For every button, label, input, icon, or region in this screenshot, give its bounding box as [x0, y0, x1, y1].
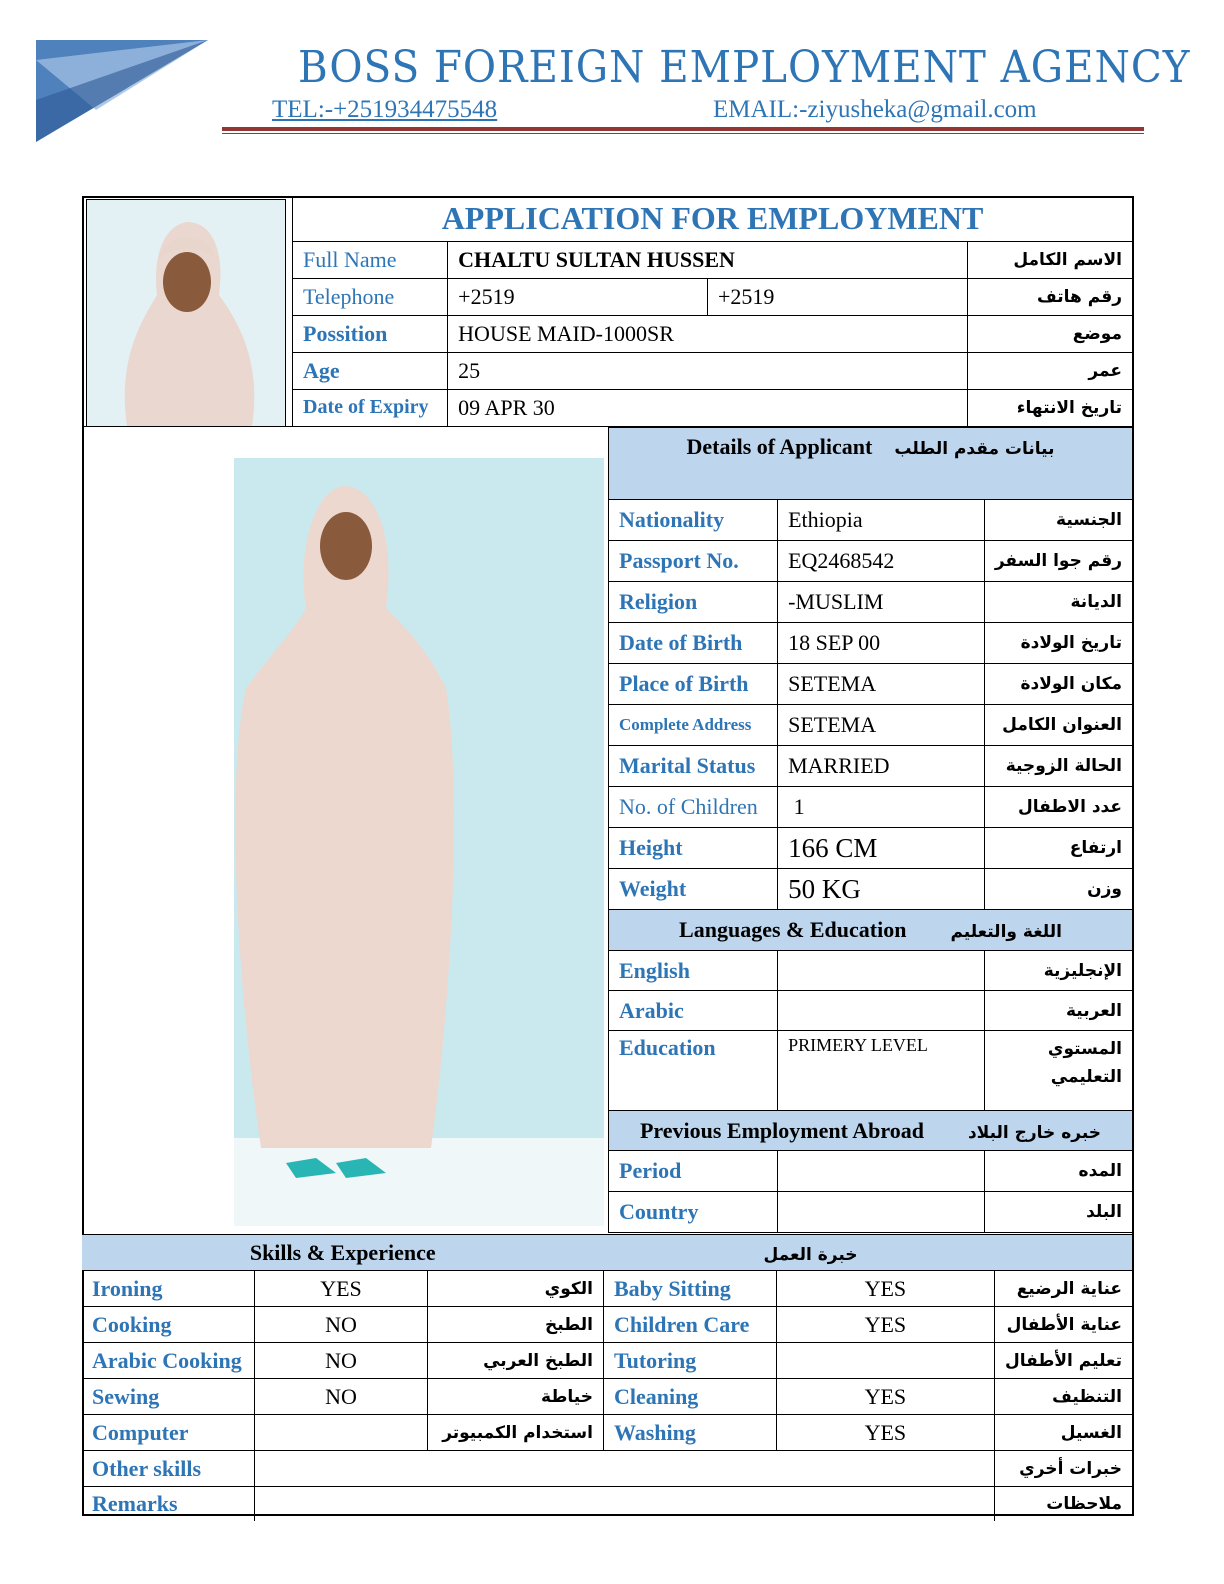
label-children: No. of Children — [609, 787, 778, 828]
value-weight: 50 KG — [778, 869, 985, 910]
header-rule — [222, 127, 1144, 131]
languages-header — [609, 910, 1133, 951]
details-header-en: Details of Applicant — [686, 434, 873, 459]
label-arabic: Arabic — [609, 991, 778, 1031]
arabic-passport: رقم جوا السفر — [984, 541, 1132, 582]
arabic-religion: الديانة — [984, 582, 1132, 623]
label-children-care: Children Care — [603, 1307, 776, 1343]
label-other-skills: Other skills — [82, 1451, 254, 1487]
previous-header-en: Previous Employment Abroad — [639, 1117, 924, 1143]
arabic-other-skills: خبرات أخري — [995, 1451, 1132, 1487]
arabic-english: الإنجليزية — [984, 951, 1132, 991]
label-passport: Passport No. — [609, 541, 778, 582]
label-position: Possition — [293, 315, 448, 352]
header-rule-thin — [222, 133, 1144, 134]
skills-header-ar: خبرة العمل — [763, 1244, 858, 1265]
label-religion: Religion — [609, 582, 778, 623]
arabic-date-of-expiry: تاريخ الانتهاء — [967, 389, 1132, 426]
arabic-sewing: خياطة — [428, 1379, 604, 1415]
label-country: Country — [609, 1192, 778, 1233]
value-passport: EQ2468542 — [778, 541, 985, 582]
arabic-full-name: الاسم الكامل — [967, 241, 1132, 278]
value-height: 166 CM — [778, 828, 985, 869]
arabic-computer: استخدام الكمبيوتر — [428, 1415, 604, 1451]
value-arabic — [778, 991, 985, 1031]
label-weight: Weight — [609, 869, 778, 910]
languages-header-en: Languages & Education — [679, 917, 907, 942]
arabic-age: عمر — [967, 352, 1132, 389]
arabic-weight: وزن — [984, 869, 1132, 910]
arabic-nationality: الجنسية — [984, 500, 1132, 541]
label-cleaning: Cleaning — [603, 1379, 776, 1415]
arabic-baby-sitting: عناية الرضيع — [995, 1271, 1132, 1307]
arabic-marital-status: الحالة الزوجية — [984, 746, 1132, 787]
arabic-position: موضع — [967, 315, 1132, 352]
details-header — [609, 428, 1133, 500]
value-telephone-1: +2519 — [448, 278, 708, 315]
label-ironing: Ironing — [82, 1271, 254, 1307]
arabic-remarks: ملاحظات — [995, 1487, 1132, 1521]
value-ironing: YES — [254, 1271, 427, 1307]
value-date-of-birth: 18 SEP 00 — [778, 623, 985, 664]
divider — [82, 426, 609, 427]
value-full-name: CHALTU SULTAN HUSSEN — [448, 241, 968, 278]
label-marital-status: Marital Status — [609, 746, 778, 787]
value-period — [778, 1151, 985, 1192]
agency-name: BOSS FOREIGN EMPLOYMENT AGENCY — [298, 42, 1191, 93]
label-age: Age — [293, 352, 448, 389]
arabic-children-care: عناية الأطفال — [995, 1307, 1132, 1343]
applicant-full-body-photo — [86, 458, 604, 1226]
skills-header-ar-cell — [603, 1235, 1132, 1271]
label-education: Education — [609, 1031, 778, 1111]
label-height: Height — [609, 828, 778, 869]
arabic-complete-address: العنوان الكامل — [984, 705, 1132, 746]
value-nationality: Ethiopia — [778, 500, 985, 541]
label-telephone: Telephone — [293, 278, 448, 315]
value-position: HOUSE MAID-1000SR — [448, 315, 968, 352]
arabic-cleaning: التنظيف — [995, 1379, 1132, 1415]
value-place-of-birth: SETEMA — [778, 664, 985, 705]
value-arabic-cooking: NO — [254, 1343, 427, 1379]
label-english: English — [609, 951, 778, 991]
skills-header-en: Skills & Experience — [82, 1235, 603, 1271]
value-children: 1 — [778, 787, 985, 828]
value-baby-sitting: YES — [776, 1271, 994, 1307]
value-country — [778, 1192, 985, 1233]
value-washing: YES — [776, 1415, 994, 1451]
value-cooking: NO — [254, 1307, 427, 1343]
arabic-place-of-birth: مكان الولادة — [984, 664, 1132, 705]
arabic-tutoring: تعليم الأطفال — [995, 1343, 1132, 1379]
value-remarks — [254, 1487, 994, 1521]
value-complete-address: SETEMA — [778, 705, 985, 746]
arabic-height: ارتفاع — [984, 828, 1132, 869]
label-baby-sitting: Baby Sitting — [603, 1271, 776, 1307]
form-title: APPLICATION FOR EMPLOYMENT — [293, 197, 1133, 241]
arabic-education: المستوي التعليمي — [984, 1031, 1132, 1111]
label-sewing: Sewing — [82, 1379, 254, 1415]
value-tutoring — [776, 1343, 994, 1379]
arabic-ironing: الكوي — [428, 1271, 604, 1307]
value-religion: -MUSLIM — [778, 582, 985, 623]
arabic-country: البلد — [984, 1192, 1132, 1233]
label-complete-address: Complete Address — [609, 705, 778, 746]
arabic-washing: الغسيل — [995, 1415, 1132, 1451]
agency-telephone[interactable]: TEL:-+251934475548 — [272, 96, 498, 123]
value-age: 25 — [448, 352, 968, 389]
top-info-table — [292, 197, 1132, 427]
value-sewing: NO — [254, 1379, 427, 1415]
languages-header-ar: اللغة والتعليم — [950, 922, 1062, 942]
label-arabic-cooking: Arabic Cooking — [82, 1343, 254, 1379]
label-computer: Computer — [82, 1415, 254, 1451]
label-tutoring: Tutoring — [603, 1343, 776, 1379]
previous-header-ar: خبره خارج البلاد — [967, 1122, 1102, 1143]
details-table — [608, 427, 1132, 1233]
applicant-portrait-photo — [86, 199, 286, 427]
agency-email[interactable]: EMAIL:-ziyusheka@gmail.com — [713, 96, 1037, 123]
arabic-cooking: الطبخ — [428, 1307, 604, 1343]
value-other-skills — [254, 1451, 994, 1487]
label-period: Period — [609, 1151, 778, 1192]
arabic-period: المده — [984, 1151, 1132, 1192]
value-english — [778, 951, 985, 991]
previous-employment-header — [609, 1111, 1133, 1151]
label-cooking: Cooking — [82, 1307, 254, 1343]
value-education: PRIMERY LEVEL — [778, 1031, 985, 1111]
details-header-ar: بيانات مقدم الطلب — [894, 439, 1055, 459]
label-date-of-expiry: Date of Expiry — [293, 389, 448, 426]
arabic-children: عدد الاطفال — [984, 787, 1132, 828]
value-marital-status: MARRIED — [778, 746, 985, 787]
value-children-care: YES — [776, 1307, 994, 1343]
label-place-of-birth: Place of Birth — [609, 664, 778, 705]
arabic-arabic-cooking: الطبخ العربي — [428, 1343, 604, 1379]
label-full-name: Full Name — [293, 241, 448, 278]
skills-table — [82, 1234, 1132, 1521]
label-washing: Washing — [603, 1415, 776, 1451]
value-telephone-2: +2519 — [707, 278, 967, 315]
label-nationality: Nationality — [609, 500, 778, 541]
arabic-date-of-birth: تاريخ الولادة — [984, 623, 1132, 664]
label-remarks: Remarks — [82, 1487, 254, 1521]
arabic-telephone: رقم هاتف — [967, 278, 1132, 315]
label-date-of-birth: Date of Birth — [609, 623, 778, 664]
value-cleaning: YES — [776, 1379, 994, 1415]
value-computer — [254, 1415, 427, 1451]
agency-logo — [36, 40, 208, 142]
value-date-of-expiry: 09 APR 30 — [448, 389, 968, 426]
arabic-arabic: العربية — [984, 991, 1132, 1031]
